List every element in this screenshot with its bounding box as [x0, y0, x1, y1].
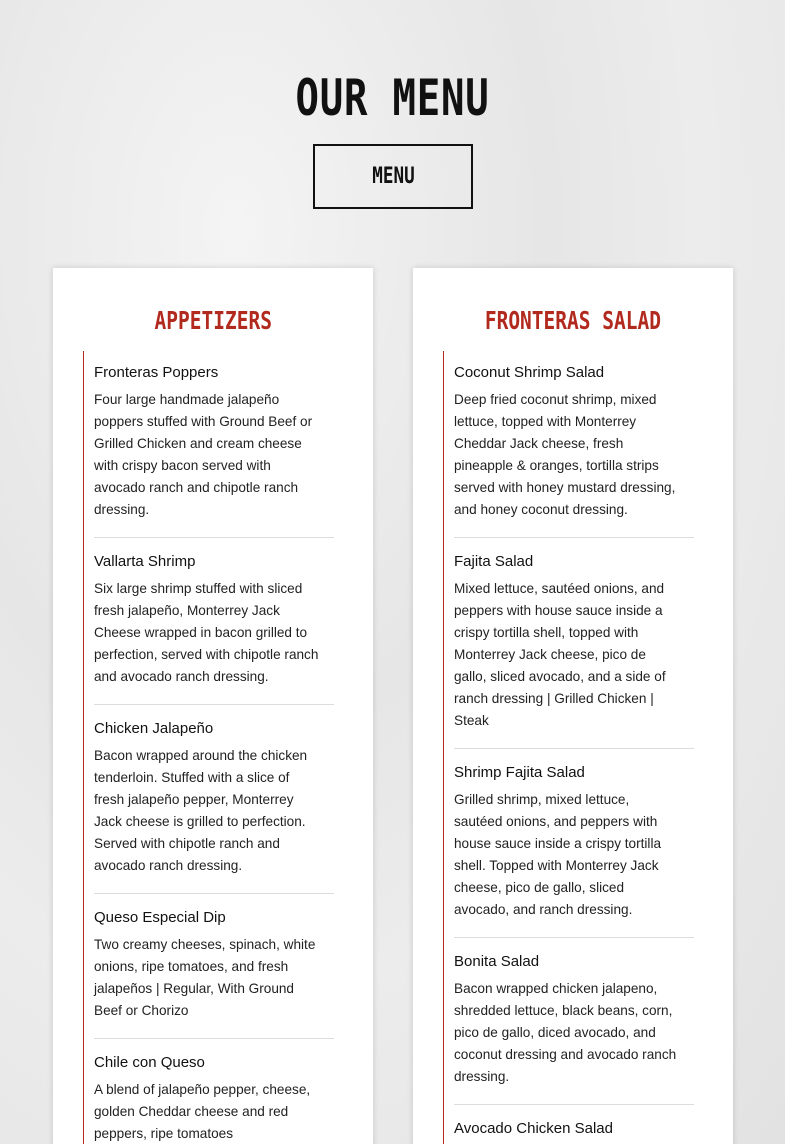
- menu-item-description: Grilled shrimp, mixed lettuce, sautéed onions, and peppers with house sauce inside a crispy tortilla shell. Topped with Monterrey Jack cheese, pico de gallo, sliced avocado, and ranch dressing.: [454, 792, 662, 917]
- menu-item-name: Coconut Shrimp Salad: [454, 364, 605, 381]
- menu-item: [454, 763, 694, 938]
- menu-item-description: Deep fried coconut shrimp, mixed lettuce, topped with Monterrey Cheddar Jack cheese, fresh pineapple & oranges, tortilla strips served with honey mustard dressing, and honey coconut dressing.: [454, 392, 676, 517]
- menu-item: [454, 363, 694, 538]
- menu-item-description: Mixed lettuce, sautéed onions, and peppers with house sauce inside a crispy tortilla shell, topped with Monterrey Jack cheese, pico de gallo, sliced avocado, and a side of ranch dressing | Grilled Chicken | Steak: [454, 581, 666, 728]
- page-title-text: OUR MENU: [295, 68, 490, 127]
- section-title: FRONTERAS SALAD: [484, 306, 662, 335]
- menu-item-name: Chicken Jalapeño: [94, 720, 214, 737]
- menu-item: [94, 552, 334, 705]
- menu-item: [94, 908, 334, 1039]
- menu-item: [454, 552, 694, 749]
- menu-item: [94, 1053, 334, 1144]
- menu-item-list: [443, 351, 704, 1144]
- menu-item-description: Bacon wrapped chicken jalapeno, shredded lettuce, black beans, corn, pico de gallo, diced avocado, and coconut dressing and avocado ranch dressing.: [454, 981, 677, 1084]
- menu-button[interactable]: [313, 144, 473, 209]
- menu-item-name: Bonita Salad: [454, 953, 540, 970]
- menu-item-description: A blend of jalapeño pepper, cheese, golden Cheddar cheese and red peppers, ripe tomatoes: [94, 1082, 311, 1141]
- menu-item: [454, 952, 694, 1105]
- menu-button-label: MENU: [371, 164, 415, 189]
- menu-item-list: [83, 351, 344, 1144]
- menu-item-name: Queso Especial Dip: [94, 909, 226, 926]
- menu-item-name: Shrimp Fajita Salad: [454, 764, 585, 781]
- appetizers-card: [53, 268, 373, 1144]
- page-title: [86, 70, 698, 126]
- menu-item: [94, 363, 334, 538]
- menu-item: [94, 719, 334, 894]
- menu-item-name: Fajita Salad: [454, 553, 534, 570]
- menu-item-description: Six large shrimp stuffed with sliced fresh jalapeño, Monterrey Jack Cheese wrapped in bacon grilled to perfection, served with chipotle ranch and avocado ranch dressing.: [94, 581, 319, 684]
- menu-item-name: Avocado Chicken Salad: [454, 1120, 613, 1137]
- menu-item-name: Chile con Queso: [94, 1054, 205, 1071]
- fronteras-salad-card: [413, 268, 733, 1144]
- section-title: APPETIZERS: [154, 306, 272, 335]
- menu-item-description: Bacon wrapped around the chicken tenderloin. Stuffed with a slice of fresh jalapeño pepper, Monterrey Jack cheese is grilled to perfection. Served with chipotle ranch and avocado ranch dressing.: [94, 748, 308, 873]
- menu-item-name: Vallarta Shrimp: [94, 553, 196, 570]
- menu-item-description: Four large handmade jalapeño poppers stuffed with Ground Beef or Grilled Chicken and cream cheese with crispy bacon served with avocado ranch and chipotle ranch dressing.: [94, 392, 313, 517]
- menu-item-description: Two creamy cheeses, spinach, white onions, ripe tomatoes, and fresh jalapeños | Regular, With Ground Beef or Chorizo: [94, 937, 316, 1018]
- menu-item-name: Fronteras Poppers: [94, 364, 219, 381]
- menu-item: [454, 1119, 694, 1144]
